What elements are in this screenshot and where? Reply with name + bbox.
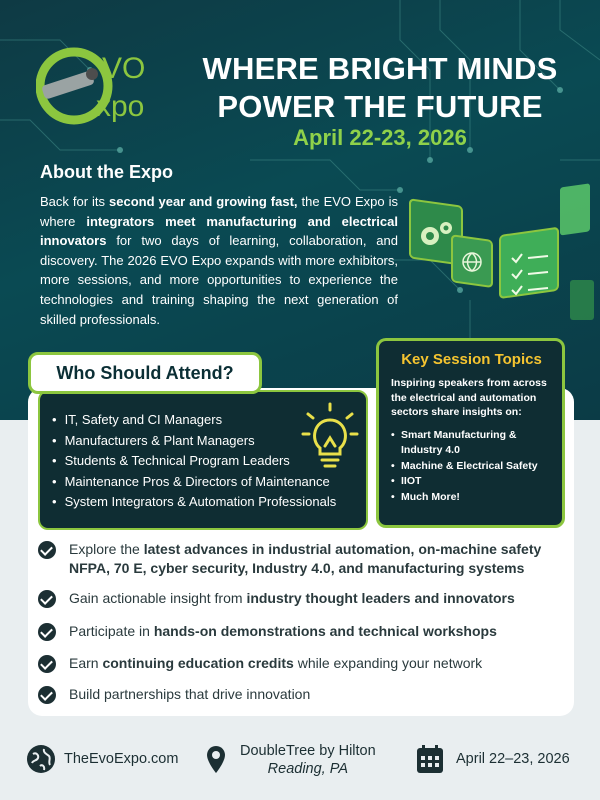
key-topic-item: • Smart Manufacturing & Industry 4.0 — [391, 428, 552, 459]
logo-text-bottom: xpo — [96, 90, 145, 123]
calendar-icon — [416, 744, 444, 774]
benefit-text-bold: latest advances in industrial automation, on-machine safety NFPA, 70 E, cyber security, Industry 4.0, and manufacturing systems — [69, 541, 542, 576]
website-text[interactable]: TheEvoExpo.com — [64, 751, 179, 767]
benefit-text-bold: hands-on demonstrations and technical workshops — [153, 623, 497, 639]
headline — [170, 50, 590, 126]
benefit-text-part: Earn — [69, 655, 103, 671]
benefit-text-part: Gain actionable insight from — [69, 590, 247, 606]
benefit-text-part: Participate in — [69, 623, 154, 639]
footer-website[interactable] — [26, 744, 178, 774]
benefit-text-part: Explore the — [69, 541, 144, 557]
check-circle-icon — [38, 655, 56, 673]
about-text-bold: integrators meet manufacturing and electrical innovators — [40, 213, 398, 249]
about-title: About the Expo — [40, 162, 173, 182]
check-circle-icon — [38, 686, 56, 704]
headline-line-2: POWER THE FUTURE — [217, 89, 543, 124]
key-topic-item: • Machine & Electrical Safety — [391, 459, 552, 475]
footer — [0, 730, 600, 800]
benefit-text — [69, 589, 515, 608]
attend-item: • IT, Safety and CI Managers — [52, 410, 366, 431]
benefit-item — [38, 540, 568, 578]
check-circle-icon — [38, 623, 56, 641]
attend-item: • System Integrators & Automation Professionals — [52, 492, 366, 513]
key-topics-list — [391, 428, 552, 506]
attend-title: Who Should Attend? — [28, 352, 262, 394]
check-circle-icon — [38, 590, 56, 608]
lightbulb-icon — [300, 400, 360, 470]
benefit-text — [69, 622, 497, 641]
key-topic-item: • Much More! — [391, 490, 552, 506]
evo-expo-logo — [36, 38, 166, 138]
footer-date — [416, 744, 570, 774]
about-text-part: for two days of learning, collaboration, and discovery. The 2026 EVO Expo expands with more exhibitors, more sessions, and more opportunities to experience the technologies and training shaping the next generation of skilled professionals. — [40, 233, 398, 327]
venue-city: Reading, PA — [267, 761, 348, 777]
venue-block — [240, 742, 376, 778]
benefit-item — [38, 589, 568, 608]
benefit-item — [38, 685, 568, 704]
about-text — [40, 192, 398, 329]
benefit-text-part: Build partnerships that drive innovation — [69, 686, 311, 702]
benefit-text-bold: continuing education credits — [102, 655, 294, 671]
logo-text-top: VO — [102, 52, 146, 85]
benefit-text — [69, 654, 482, 673]
footer-venue — [206, 742, 376, 778]
benefit-item — [38, 622, 568, 641]
venue-name: DoubleTree by Hilton — [240, 743, 376, 759]
attend-item: • Students & Technical Program Leaders — [52, 451, 366, 472]
key-topic-item: • IIOT — [391, 474, 552, 490]
key-topics-box — [376, 338, 565, 528]
tech-panels-illustration — [400, 180, 600, 330]
attend-item: • Manufacturers & Plant Managers — [52, 431, 366, 452]
event-date: April 22-23, 2026 — [293, 125, 467, 150]
benefit-text-bold: industry thought leaders and innovators — [246, 590, 515, 606]
check-circle-icon — [38, 541, 56, 559]
globe-icon — [26, 744, 56, 774]
about-text-bold: second year and growing fast, — [109, 194, 298, 209]
benefit-item — [38, 654, 568, 673]
benefit-text — [69, 685, 310, 704]
key-topics-intro: Inspiring speakers from across the electrical and automation sectors share insights on: — [391, 377, 547, 418]
about-text-part: the EVO Expo is where — [40, 194, 398, 229]
about-text-part: Back for its — [40, 194, 109, 209]
map-pin-icon — [206, 745, 226, 775]
attend-item: • Maintenance Pros & Directors of Maintenance — [52, 472, 366, 493]
benefit-text — [69, 540, 568, 578]
key-topics-title: Key Session Topics — [401, 351, 542, 368]
headline-line-1: WHERE BRIGHT MINDS — [202, 51, 558, 86]
footer-date-text: April 22–23, 2026 — [456, 751, 570, 767]
benefit-text-part: while expanding your network — [293, 655, 483, 671]
